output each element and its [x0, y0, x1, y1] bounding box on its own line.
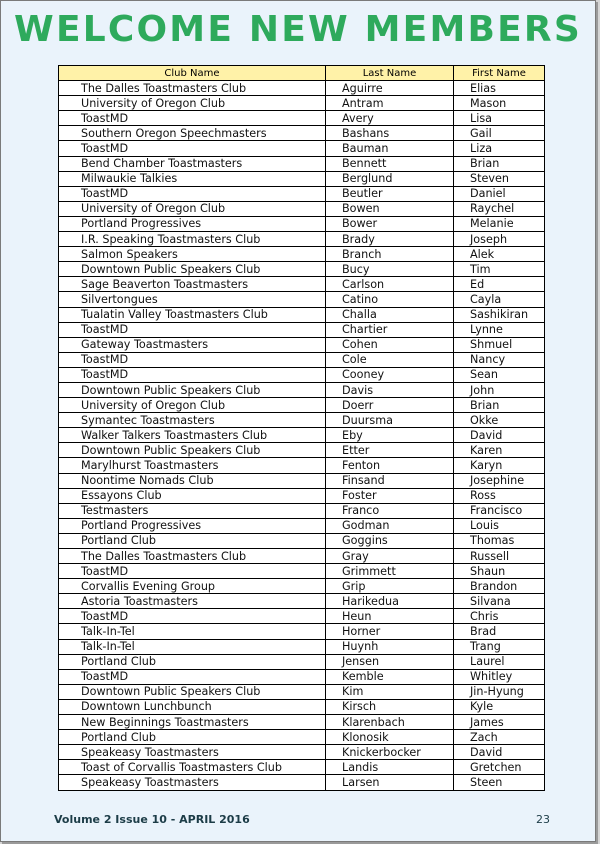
first-name-cell: Sashikiran	[454, 307, 545, 322]
table-row	[59, 156, 545, 171]
first-name-cell: James	[454, 715, 545, 730]
last-name-cell: Bowen	[326, 201, 454, 216]
first-name-cell: Chris	[454, 609, 545, 624]
first-name-cell: Melanie	[454, 216, 545, 231]
club-name-cell: Walker Talkers Toastmasters Club	[59, 428, 326, 443]
club-name-cell: Portland Progressives	[59, 518, 326, 533]
last-name-cell: Brady	[326, 232, 454, 247]
first-name-cell: Whitley	[454, 669, 545, 684]
table-row	[59, 201, 545, 216]
table-row	[59, 730, 545, 745]
table-row	[59, 654, 545, 669]
first-name-cell: Lisa	[454, 111, 545, 126]
page-title: WELCOME NEW MEMBERS	[14, 9, 582, 50]
club-name-cell: Noontime Nomads Club	[59, 473, 326, 488]
club-name-cell: Downtown Lunchbunch	[59, 699, 326, 714]
first-name-cell: Mason	[454, 96, 545, 111]
club-name-cell: Talk-In-Tel	[59, 639, 326, 654]
first-name-cell: Zach	[454, 730, 545, 745]
club-name-cell: ToastMD	[59, 564, 326, 579]
table-row	[59, 216, 545, 231]
first-name-cell: Brian	[454, 398, 545, 413]
last-name-cell: Kirsch	[326, 699, 454, 714]
table-row	[59, 277, 545, 292]
table-row	[59, 171, 545, 186]
page-number: 23	[536, 813, 550, 826]
table-row	[59, 639, 545, 654]
table-row	[59, 669, 545, 684]
first-name-cell: David	[454, 428, 545, 443]
first-name-cell: Silvana	[454, 594, 545, 609]
table-row	[59, 775, 545, 790]
club-name-cell: Astoria Toastmasters	[59, 594, 326, 609]
last-name-cell: Eby	[326, 428, 454, 443]
table-row	[59, 579, 545, 594]
first-name-cell: Francisco	[454, 503, 545, 518]
table-row	[59, 549, 545, 564]
club-name-cell: Corvallis Evening Group	[59, 579, 326, 594]
table-row	[59, 533, 545, 548]
first-name-cell: Steen	[454, 775, 545, 790]
table-row	[59, 322, 545, 337]
last-name-cell: Carlson	[326, 277, 454, 292]
first-name-cell: Raychel	[454, 201, 545, 216]
last-name-cell: Bashans	[326, 126, 454, 141]
table-row	[59, 337, 545, 352]
club-name-cell: Downtown Public Speakers Club	[59, 382, 326, 397]
club-name-cell: ToastMD	[59, 322, 326, 337]
last-name-cell: Bennett	[326, 156, 454, 171]
club-name-cell: Downtown Public Speakers Club	[59, 684, 326, 699]
last-name-cell: Antram	[326, 96, 454, 111]
header-last-name: Last Name	[326, 66, 454, 81]
club-name-cell: ToastMD	[59, 609, 326, 624]
first-name-cell: Louis	[454, 518, 545, 533]
last-name-cell: Cooney	[326, 367, 454, 382]
club-name-cell: Downtown Public Speakers Club	[59, 443, 326, 458]
first-name-cell: Alek	[454, 247, 545, 262]
first-name-cell: David	[454, 745, 545, 760]
issue-info: Volume 2 Issue 10 - APRIL 2016	[54, 813, 250, 826]
last-name-cell: Cole	[326, 352, 454, 367]
table-row	[59, 81, 545, 96]
first-name-cell: Laurel	[454, 654, 545, 669]
first-name-cell: Joseph	[454, 232, 545, 247]
club-name-cell: Southern Oregon Speechmasters	[59, 126, 326, 141]
table-row	[59, 443, 545, 458]
last-name-cell: Bower	[326, 216, 454, 231]
table-row	[59, 141, 545, 156]
table-row	[59, 745, 545, 760]
last-name-cell: Harikedua	[326, 594, 454, 609]
first-name-cell: Tim	[454, 262, 545, 277]
last-name-cell: Foster	[326, 488, 454, 503]
club-name-cell: Portland Progressives	[59, 216, 326, 231]
last-name-cell: Godman	[326, 518, 454, 533]
last-name-cell: Franco	[326, 503, 454, 518]
club-name-cell: New Beginnings Toastmasters	[59, 715, 326, 730]
table-row	[59, 760, 545, 775]
header-first-name: First Name	[454, 66, 545, 81]
last-name-cell: Avery	[326, 111, 454, 126]
last-name-cell: Klonosik	[326, 730, 454, 745]
first-name-cell: Kyle	[454, 699, 545, 714]
last-name-cell: Grimmett	[326, 564, 454, 579]
last-name-cell: Landis	[326, 760, 454, 775]
club-name-cell: ToastMD	[59, 141, 326, 156]
first-name-cell: Lynne	[454, 322, 545, 337]
table-row	[59, 186, 545, 201]
club-name-cell: Milwaukie Talkies	[59, 171, 326, 186]
first-name-cell: Jin-Hyung	[454, 684, 545, 699]
table-header-row	[59, 66, 545, 81]
table-row	[59, 413, 545, 428]
club-name-cell: I.R. Speaking Toastmasters Club	[59, 232, 326, 247]
table-row	[59, 398, 545, 413]
club-name-cell: ToastMD	[59, 111, 326, 126]
last-name-cell: Branch	[326, 247, 454, 262]
last-name-cell: Kim	[326, 684, 454, 699]
table-row	[59, 262, 545, 277]
club-name-cell: Silvertongues	[59, 292, 326, 307]
club-name-cell: Bend Chamber Toastmasters	[59, 156, 326, 171]
table-row	[59, 307, 545, 322]
first-name-cell: Gretchen	[454, 760, 545, 775]
last-name-cell: Horner	[326, 624, 454, 639]
table-row	[59, 428, 545, 443]
last-name-cell: Kemble	[326, 669, 454, 684]
first-name-cell: Russell	[454, 549, 545, 564]
club-name-cell: Tualatin Valley Toastmasters Club	[59, 307, 326, 322]
table-row	[59, 699, 545, 714]
first-name-cell: Shaun	[454, 564, 545, 579]
table-row	[59, 247, 545, 262]
last-name-cell: Aguirre	[326, 81, 454, 96]
club-name-cell: Portland Club	[59, 654, 326, 669]
header-club-name: Club Name	[59, 66, 326, 81]
first-name-cell: Karyn	[454, 458, 545, 473]
last-name-cell: Cohen	[326, 337, 454, 352]
first-name-cell: Thomas	[454, 533, 545, 548]
club-name-cell: Marylhurst Toastmasters	[59, 458, 326, 473]
first-name-cell: Josephine	[454, 473, 545, 488]
first-name-cell: Sean	[454, 367, 545, 382]
last-name-cell: Gray	[326, 549, 454, 564]
table-row	[59, 458, 545, 473]
last-name-cell: Klarenbach	[326, 715, 454, 730]
first-name-cell: Shmuel	[454, 337, 545, 352]
club-name-cell: University of Oregon Club	[59, 201, 326, 216]
first-name-cell: Elias	[454, 81, 545, 96]
club-name-cell: Toast of Corvallis Toastmasters Club	[59, 760, 326, 775]
last-name-cell: Jensen	[326, 654, 454, 669]
table-row	[59, 232, 545, 247]
last-name-cell: Huynh	[326, 639, 454, 654]
club-name-cell: Downtown Public Speakers Club	[59, 262, 326, 277]
first-name-cell: Gail	[454, 126, 545, 141]
table-row	[59, 624, 545, 639]
first-name-cell: Brian	[454, 156, 545, 171]
club-name-cell: Essayons Club	[59, 488, 326, 503]
club-name-cell: Speakeasy Toastmasters	[59, 775, 326, 790]
club-name-cell: Talk-In-Tel	[59, 624, 326, 639]
first-name-cell: Karen	[454, 443, 545, 458]
club-name-cell: ToastMD	[59, 367, 326, 382]
club-name-cell: Testmasters	[59, 503, 326, 518]
last-name-cell: Etter	[326, 443, 454, 458]
first-name-cell: Ross	[454, 488, 545, 503]
club-name-cell: Gateway Toastmasters	[59, 337, 326, 352]
table-row	[59, 367, 545, 382]
first-name-cell: Ed	[454, 277, 545, 292]
table-row	[59, 96, 545, 111]
table-row	[59, 594, 545, 609]
table-row	[59, 488, 545, 503]
first-name-cell: Daniel	[454, 186, 545, 201]
last-name-cell: Larsen	[326, 775, 454, 790]
first-name-cell: Steven	[454, 171, 545, 186]
last-name-cell: Grip	[326, 579, 454, 594]
last-name-cell: Heun	[326, 609, 454, 624]
last-name-cell: Berglund	[326, 171, 454, 186]
club-name-cell: University of Oregon Club	[59, 96, 326, 111]
last-name-cell: Fenton	[326, 458, 454, 473]
table-row	[59, 503, 545, 518]
club-name-cell: Portland Club	[59, 533, 326, 548]
table-row	[59, 518, 545, 533]
table-row	[59, 473, 545, 488]
first-name-cell: Cayla	[454, 292, 545, 307]
table-row	[59, 609, 545, 624]
club-name-cell: University of Oregon Club	[59, 398, 326, 413]
first-name-cell: Trang	[454, 639, 545, 654]
club-name-cell: The Dalles Toastmasters Club	[59, 549, 326, 564]
club-name-cell: Salmon Speakers	[59, 247, 326, 262]
table-row	[59, 292, 545, 307]
table-row	[59, 564, 545, 579]
table-row	[59, 715, 545, 730]
last-name-cell: Doerr	[326, 398, 454, 413]
first-name-cell: Liza	[454, 141, 545, 156]
table-row	[59, 111, 545, 126]
first-name-cell: Nancy	[454, 352, 545, 367]
last-name-cell: Bauman	[326, 141, 454, 156]
members-table	[58, 65, 545, 791]
last-name-cell: Chartier	[326, 322, 454, 337]
last-name-cell: Catino	[326, 292, 454, 307]
club-name-cell: The Dalles Toastmasters Club	[59, 81, 326, 96]
first-name-cell: Brandon	[454, 579, 545, 594]
last-name-cell: Bucy	[326, 262, 454, 277]
club-name-cell: Sage Beaverton Toastmasters	[59, 277, 326, 292]
club-name-cell: Portland Club	[59, 730, 326, 745]
club-name-cell: ToastMD	[59, 186, 326, 201]
first-name-cell: Okke	[454, 413, 545, 428]
club-name-cell: ToastMD	[59, 669, 326, 684]
first-name-cell: John	[454, 382, 545, 397]
table-row	[59, 382, 545, 397]
first-name-cell: Brad	[454, 624, 545, 639]
last-name-cell: Goggins	[326, 533, 454, 548]
club-name-cell: Speakeasy Toastmasters	[59, 745, 326, 760]
club-name-cell: ToastMD	[59, 352, 326, 367]
last-name-cell: Finsand	[326, 473, 454, 488]
last-name-cell: Davis	[326, 382, 454, 397]
table-row	[59, 684, 545, 699]
last-name-cell: Beutler	[326, 186, 454, 201]
club-name-cell: Symantec Toastmasters	[59, 413, 326, 428]
last-name-cell: Duursma	[326, 413, 454, 428]
table-row	[59, 126, 545, 141]
table-row	[59, 352, 545, 367]
last-name-cell: Challa	[326, 307, 454, 322]
members-table-body	[59, 81, 545, 790]
last-name-cell: Knickerbocker	[326, 745, 454, 760]
